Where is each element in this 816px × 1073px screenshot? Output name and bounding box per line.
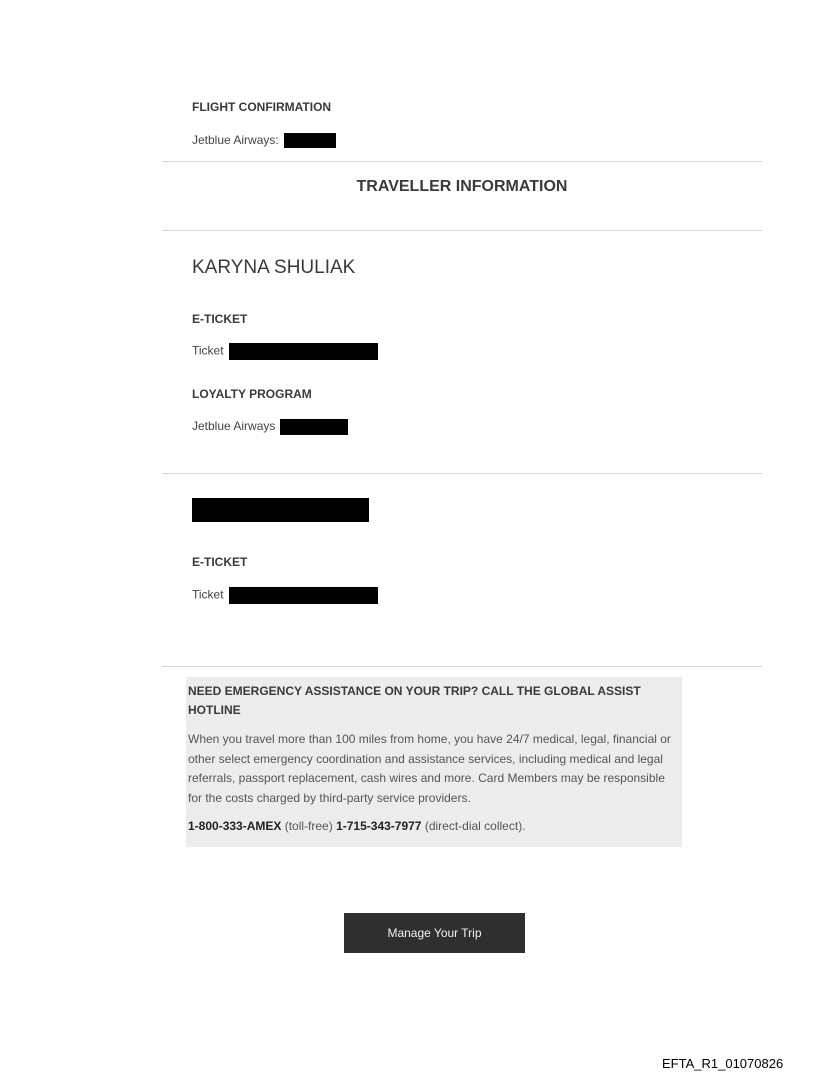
document-id: EFTA_R1_01070826 — [662, 1056, 784, 1071]
loyalty-row — [192, 419, 348, 435]
traveller-name-redacted — [192, 498, 369, 522]
flight-confirmation-row — [192, 133, 336, 148]
redacted-loyalty-number — [280, 419, 348, 435]
assistance-body: When you travel more than 100 miles from home, you have 24/7 medical, legal, financial or other select emergency coordination and assistance services, including medical and legal referrals, passport replacement, cash wires and more. Card Members may be responsible for the costs charged by third-party service providers. — [188, 732, 671, 805]
ticket-row — [192, 343, 378, 360]
divider — [162, 473, 762, 474]
direct-dial-note: (direct-dial collect). — [424, 819, 526, 833]
direct-dial-phone: 1-715-343-7977 — [336, 819, 422, 833]
divider — [162, 161, 762, 162]
redacted-confirmation-code — [284, 133, 336, 148]
ticket-label: Ticket — [192, 587, 224, 602]
loyalty-program-heading: LOYALTY PROGRAM — [192, 387, 312, 401]
assistance-phones — [188, 819, 680, 833]
redacted-ticket-number — [229, 343, 378, 360]
eticket-heading: E-TICKET — [192, 555, 248, 569]
airline-label: Jetblue Airways: — [192, 133, 279, 147]
manage-your-trip-button[interactable]: Manage Your Trip — [344, 913, 525, 953]
redacted-traveller-name — [192, 498, 369, 522]
ticket-label: Ticket — [192, 343, 224, 358]
redacted-ticket-number — [229, 587, 378, 604]
divider — [162, 230, 762, 231]
assistance-title: NEED EMERGENCY ASSISTANCE ON YOUR TRIP? CALL THE GLOBAL ASSIST HOTLINE — [188, 684, 641, 717]
tollfree-phone: 1-800-333-AMEX — [188, 819, 282, 833]
ticket-row — [192, 587, 378, 604]
traveller-information-heading: TRAVELLER INFORMATION — [356, 178, 568, 195]
eticket-heading: E-TICKET — [192, 312, 248, 326]
emergency-assistance-box — [186, 677, 682, 847]
tollfree-note: (toll-free) — [284, 819, 333, 833]
divider — [162, 666, 762, 667]
traveller-name: KARYNA SHULIAK — [192, 257, 356, 278]
loyalty-airline-label: Jetblue Airways — [192, 419, 276, 434]
flight-confirmation-heading: FLIGHT CONFIRMATION — [192, 100, 332, 114]
